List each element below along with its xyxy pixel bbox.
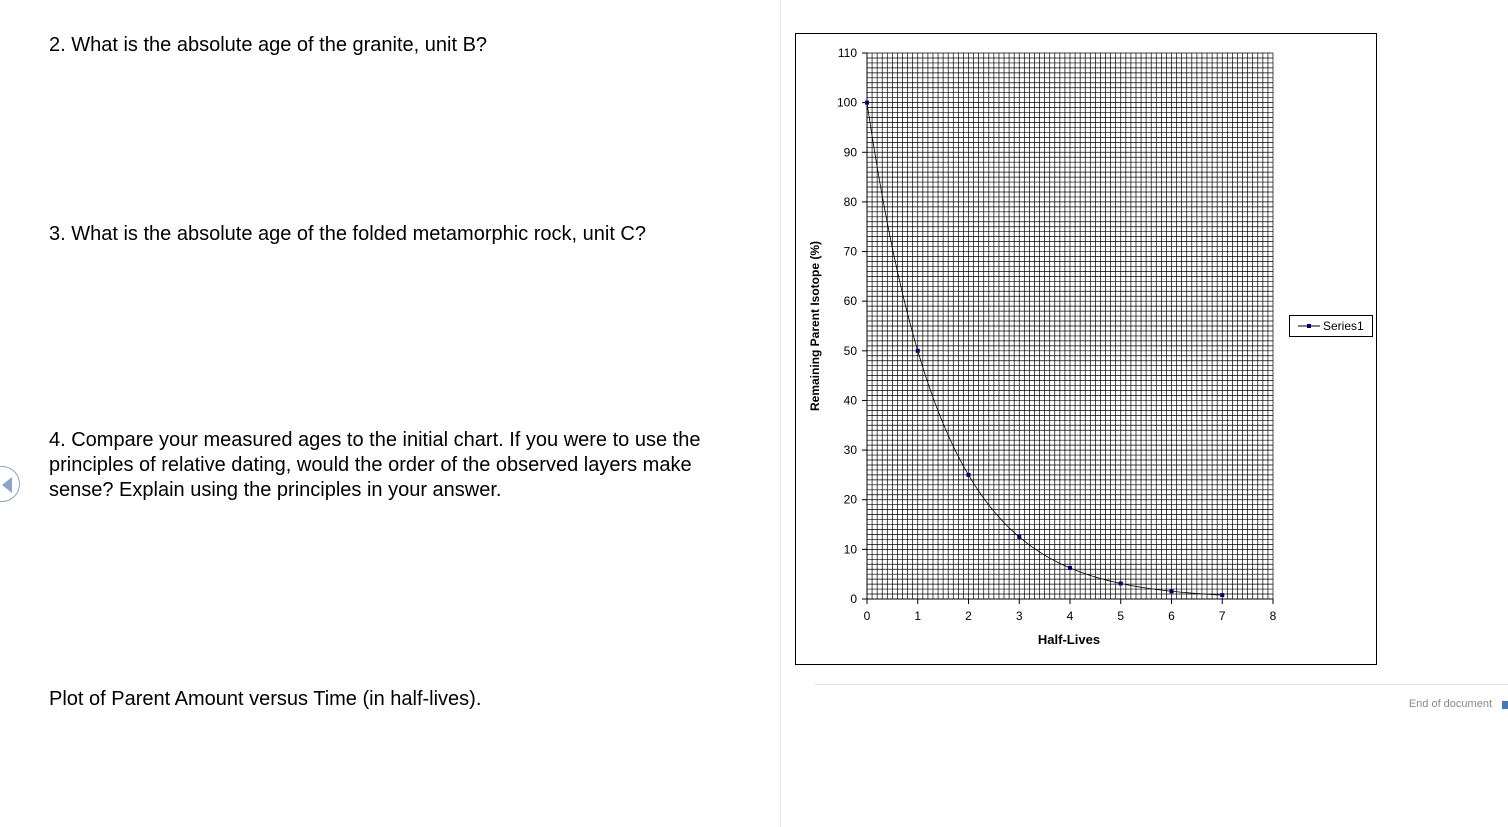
x-tick-label: 4 <box>1066 609 1074 623</box>
y-tick-label: 80 <box>843 194 857 209</box>
y-tick-label: 70 <box>843 244 857 259</box>
y-tick-label: 100 <box>836 95 857 110</box>
bottom-rule <box>815 684 1508 685</box>
x-tick-label: 5 <box>1117 609 1125 623</box>
y-tick-label: 30 <box>843 443 857 458</box>
end-of-document-label: End of document <box>1408 698 1492 710</box>
y-tick-label: 50 <box>843 343 857 358</box>
x-axis-title: Half-Lives <box>1037 632 1101 647</box>
end-of-document-marker <box>1502 701 1508 709</box>
question-3: 3. What is the absolute age of the folded metamorphic rock, unit C? <box>49 223 646 245</box>
y-axis-title: Remaining Parent Isotope (%) <box>808 240 822 412</box>
y-tick-label: 20 <box>843 492 857 507</box>
y-tick-label: 90 <box>843 145 857 160</box>
data-point <box>1068 566 1072 570</box>
chart-frame <box>796 34 1377 665</box>
question-2: 2. What is the absolute age of the granite, unit B? <box>49 34 488 56</box>
x-tick-label: 1 <box>914 609 922 623</box>
x-tick-label: 6 <box>1168 609 1175 623</box>
data-point <box>865 101 869 105</box>
x-tick-label: 2 <box>965 609 972 623</box>
question-4: 4. Compare your measured ages to the initial chart. If you were to use the principles of relative dating, would the order of the observed layers make sense? Explain using the principles in your answer. <box>49 429 701 501</box>
legend-marker <box>1307 324 1311 328</box>
data-point <box>1119 581 1123 585</box>
y-tick-label: 40 <box>843 393 857 408</box>
y-tick-label: 60 <box>843 294 857 309</box>
data-point <box>1220 593 1224 597</box>
y-tick-label: 0 <box>850 592 857 606</box>
y-tick-label: 10 <box>843 542 857 557</box>
legend <box>1290 316 1373 337</box>
column-divider <box>780 0 781 827</box>
x-tick-label: 7 <box>1218 609 1226 623</box>
legend-label: Series1 <box>1323 319 1364 333</box>
data-point <box>1017 535 1021 539</box>
x-tick-label: 3 <box>1015 609 1023 623</box>
x-tick-label: 0 <box>863 609 871 623</box>
plot-caption: Plot of Parent Amount versus Time (in half-lives). <box>49 688 482 710</box>
half-life-chart <box>795 33 1377 666</box>
data-point <box>916 349 920 353</box>
data-point <box>967 473 971 477</box>
x-tick-label: 8 <box>1269 609 1277 623</box>
data-point <box>1170 589 1174 593</box>
y-tick-label: 110 <box>837 46 857 60</box>
arrow-left-icon <box>2 477 12 493</box>
previous-page-button[interactable] <box>0 466 20 502</box>
